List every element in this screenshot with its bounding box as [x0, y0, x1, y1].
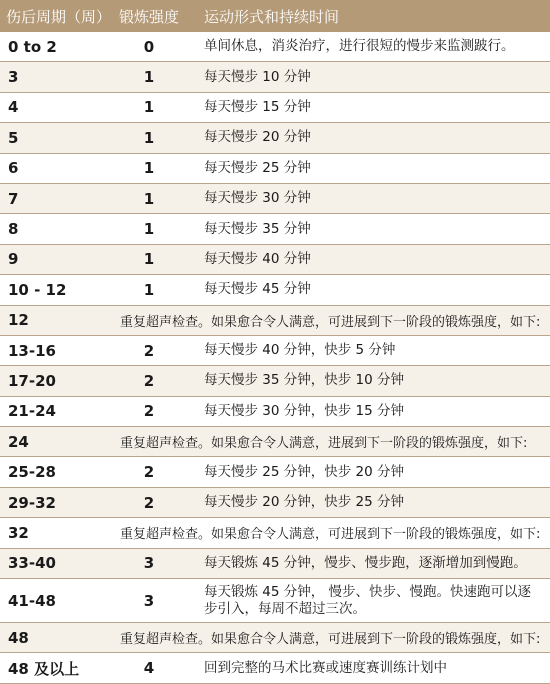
- cell-week: 12: [8, 311, 29, 330]
- cell-intensity: 1: [143, 68, 155, 87]
- cell-note: 重复超声检查。如果愈合令人满意，可进展到下一阶段的锻炼强度，如下:: [120, 314, 541, 330]
- table-row: [0, 93, 550, 123]
- cell-note: 重复超声检查。如果愈合令人满意，进展到下一阶段的锻炼强度，如下:: [120, 436, 528, 452]
- cell-intensity: 1: [143, 220, 155, 239]
- table-row: [0, 457, 550, 487]
- cell-intensity: 1: [143, 189, 155, 208]
- table-row: [0, 275, 550, 305]
- table-row: [0, 214, 550, 244]
- cell-activity: 每天慢步 30 分钟，快步 15 分钟: [204, 402, 405, 419]
- cell-activity: 每天慢步 25 分钟: [204, 159, 311, 176]
- table-row: [0, 154, 550, 184]
- table-row: [0, 623, 550, 653]
- table-row: [0, 123, 550, 153]
- cell-intensity: 3: [143, 591, 155, 610]
- cell-week: 41-48: [8, 591, 56, 610]
- cell-intensity: 3: [143, 554, 155, 573]
- cell-intensity: 1: [143, 159, 155, 178]
- cell-note: 重复超声检查。如果愈合令人满意，可进展到下一阶段的锻炼强度，如下:: [120, 632, 541, 648]
- cell-activity: 每天锻炼 45 分钟，慢步、慢步跑，逐渐增加到慢跑。: [204, 554, 527, 571]
- cell-activity: 每天慢步 20 分钟，快步 25 分钟: [204, 494, 405, 511]
- cell-activity: 每天慢步 35 分钟: [204, 220, 311, 237]
- cell-week: 25-28: [8, 463, 56, 482]
- cell-week: 6: [8, 159, 19, 178]
- cell-intensity: 1: [143, 280, 155, 299]
- table-row: [0, 62, 550, 92]
- cell-activity: 每天慢步 40 分钟: [204, 250, 311, 267]
- header-intensity: 锻炼强度: [118, 7, 179, 26]
- cell-intensity: 1: [143, 128, 155, 147]
- table-row: [0, 549, 550, 579]
- header-activity: 运动形式和持续时间: [204, 7, 340, 26]
- cell-week: 48: [8, 628, 29, 647]
- table-row: [0, 397, 550, 427]
- cell-week: 13-16: [8, 341, 56, 360]
- cell-activity: 回到完整的马术比赛或速度赛训练计划中: [204, 659, 447, 676]
- cell-intensity: 1: [143, 250, 155, 269]
- cell-activity: 每天慢步 25 分钟，快步 20 分钟: [204, 463, 405, 480]
- table-row: [0, 366, 550, 396]
- cell-week: 48 及以上: [8, 659, 80, 678]
- cell-intensity: 1: [143, 98, 155, 117]
- cell-week: 8: [8, 220, 19, 239]
- table-header: [0, 0, 550, 32]
- cell-intensity: 2: [143, 371, 155, 390]
- cell-intensity: 2: [143, 493, 155, 512]
- cell-week: 33-40: [8, 554, 56, 573]
- cell-week: 3: [8, 68, 19, 87]
- cell-intensity: 2: [143, 341, 155, 360]
- table-row: [0, 306, 550, 336]
- cell-activity: 每天慢步 45 分钟: [204, 281, 311, 298]
- table-row: [0, 579, 550, 623]
- table-row: [0, 336, 550, 366]
- cell-week: 9: [8, 250, 19, 269]
- cell-week: 10 - 12: [8, 280, 67, 299]
- cell-week: 32: [8, 523, 29, 542]
- table-row: [0, 427, 550, 457]
- table-row: [0, 518, 550, 548]
- cell-intensity: 2: [143, 402, 155, 421]
- cell-activity: 每天慢步 35 分钟，快步 10 分钟: [204, 372, 405, 389]
- cell-week: 0 to 2: [8, 37, 57, 56]
- cell-week: 5: [8, 128, 19, 147]
- table-row: [0, 32, 550, 62]
- table-row: [0, 245, 550, 275]
- cell-week: 24: [8, 432, 29, 451]
- cell-week: 4: [8, 98, 19, 117]
- header-week: 伤后周期（周）: [6, 7, 112, 26]
- cell-week: 7: [8, 189, 19, 208]
- cell-note: 重复超声检查。如果愈合令人满意，可进展到下一阶段的锻炼强度，如下:: [120, 527, 541, 543]
- cell-activity: 每天慢步 30 分钟: [204, 190, 311, 207]
- table-body: [0, 32, 550, 684]
- table-row: [0, 488, 550, 518]
- cell-week: 29-32: [8, 493, 56, 512]
- cell-week: 17-20: [8, 371, 56, 390]
- cell-week: 21-24: [8, 402, 56, 421]
- cell-activity: 每天慢步 40 分钟，快步 5 分钟: [204, 342, 396, 359]
- cell-intensity: 4: [143, 659, 155, 678]
- cell-activity: 每天慢步 20 分钟: [204, 129, 311, 146]
- cell-activity: 每天慢步 10 分钟: [204, 68, 311, 85]
- cell-intensity: 2: [143, 463, 155, 482]
- cell-activity: 每天锻炼 45 分钟， 慢步、快步、慢跑。快速跑可以逐步引入，每周不超过三次。: [204, 583, 532, 617]
- cell-activity: 单间休息，消炎治疗，进行很短的慢步来监测跛行。: [204, 38, 515, 55]
- cell-activity: 每天慢步 15 分钟: [204, 98, 311, 115]
- table-row: [0, 184, 550, 214]
- cell-intensity: 0: [143, 37, 155, 56]
- table-row: [0, 653, 550, 683]
